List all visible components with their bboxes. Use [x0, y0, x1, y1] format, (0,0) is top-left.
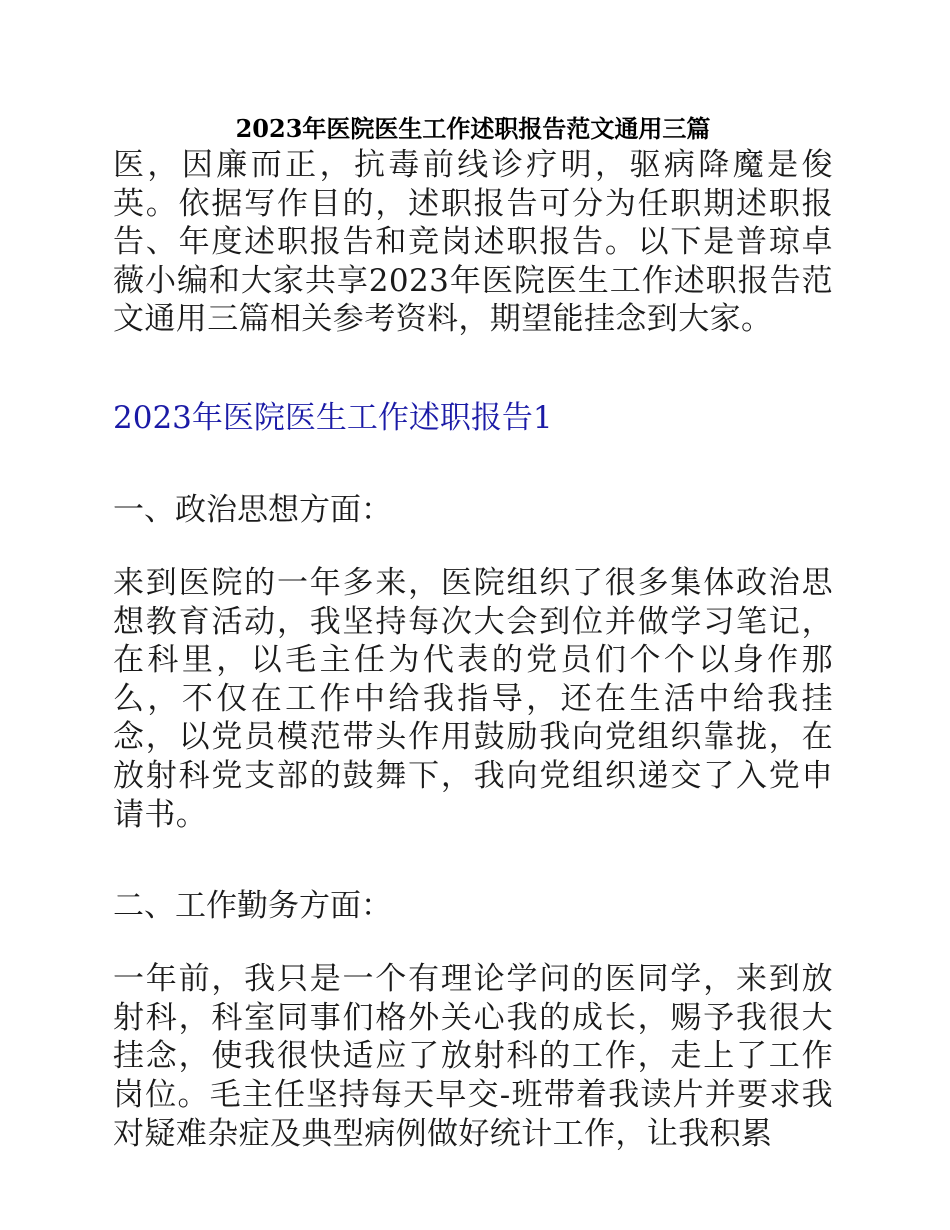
section-heading: 2023年医院医生工作述职报告1: [113, 399, 553, 436]
paragraph-political: 来到医院的一年多来，医院组织了很多集体政治思想教育活动，我坚持每次大会到位并做学习笔记，在科里，以毛主任为代表的党员们个个以身作那么，不仅在工作中给我指导，还在生活中给我挂念，以党员模范带头作用鼓励我向党组织靠拢，在放射科党支部的鼓舞下，我向党组织递交了入党申请书。: [113, 564, 833, 833]
subheading-work: 二、工作勤务方面：: [113, 888, 392, 925]
document-page: [113, 112, 833, 1153]
intro-paragraph: 医，因廉而正，抗毒前线诊疗明，驱病降魔是俊英。依据写作目的，述职报告可分为任职期述职报告、年度述职报告和竞岗述职报告。以下是普琼卓薇小编和大家共享2023年医院医生工作述职报告范文通用三篇相关参考资料，期望能挂念到大家。: [113, 147, 833, 338]
subheading-political: 一、政治思想方面：: [113, 491, 392, 528]
document-title: 2023年医院医生工作述职报告范文通用三篇: [235, 114, 711, 143]
paragraph-work: 一年前，我只是一个有理论学问的医同学，来到放射科，科室同事们格外关心我的成长，赐予我很大挂念，使我很快适应了放射科的工作，走上了工作岗位。毛主任坚持每天早交-班带着我读片并要求我对疑难杂症及典型病例做好统计工作，让我积累: [113, 961, 833, 1152]
